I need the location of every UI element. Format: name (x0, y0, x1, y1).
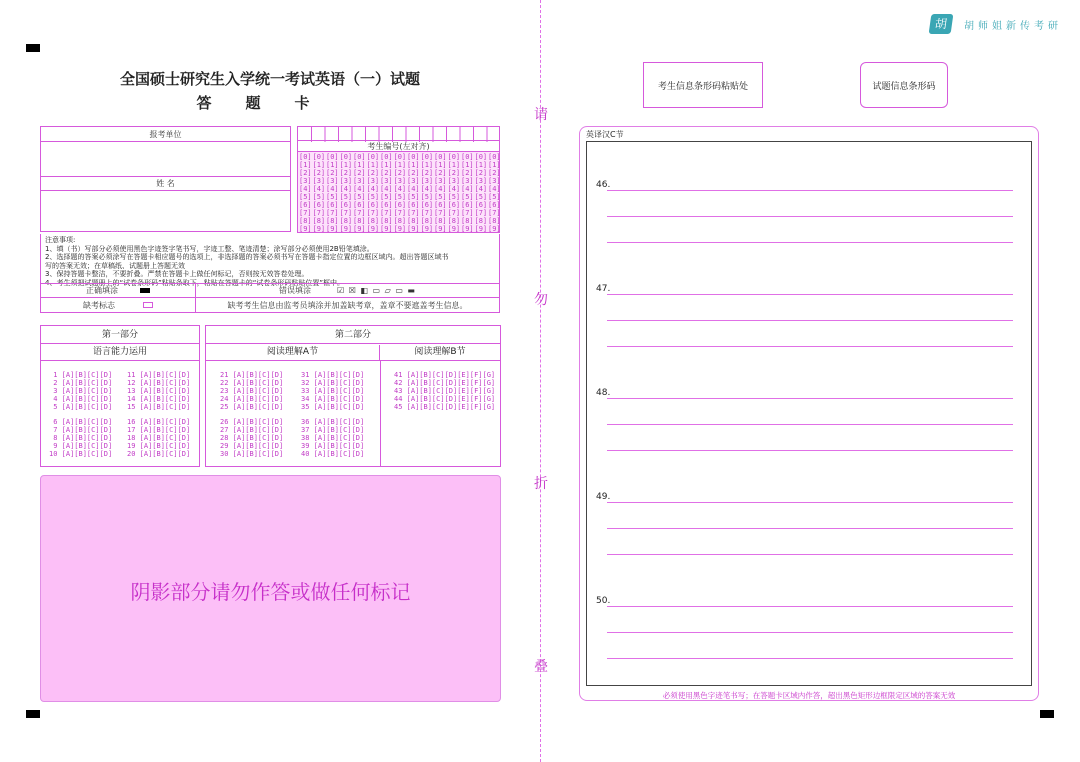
answer-line[interactable] (607, 320, 1013, 321)
id-digit-bubble[interactable]: [2] (326, 169, 339, 177)
id-digit-bubble[interactable]: [7] (407, 209, 420, 217)
id-digit-bubble[interactable]: [8] (299, 217, 312, 225)
question-options[interactable]: 20 [A][B][C][D] (127, 450, 191, 458)
note-line: 写的答案无效；在草稿纸、试题册上答题无效 (45, 261, 185, 270)
note-line: 3、保持答题卡整洁，不要折叠。严禁在答题卡上做任何标记，否则按无效答卷处理。 (45, 270, 309, 278)
question-options[interactable]: 33 [A][B][C][D] (301, 387, 365, 395)
question-options[interactable]: 37 [A][B][C][D] (301, 426, 365, 434)
id-digit-bubble[interactable]: [0] (461, 153, 474, 161)
footer-note: 必须使用黑色字迹笔书写；在答题卡区域内作答，超出黑色矩形边框限定区域的答案无效 (662, 691, 956, 700)
id-digit-bubble[interactable]: [8] (407, 217, 420, 225)
id-digit-bubble[interactable]: [3] (407, 177, 420, 185)
registration-mark (1040, 710, 1054, 718)
id-digit-bubble[interactable]: [3] (312, 177, 326, 185)
question-options[interactable]: 6 [A][B][C][D] (49, 418, 113, 426)
brand-name: 胡师姐新传考研 (964, 21, 1062, 32)
answer-line[interactable] (607, 216, 1013, 217)
id-digit-bubble[interactable]: [6] (474, 201, 488, 209)
question-options[interactable]: 32 [A][B][C][D] (301, 379, 365, 387)
id-digit-bubble[interactable]: [3] (326, 177, 339, 185)
id-digit-bubble[interactable]: [3] (299, 177, 312, 185)
question-number: 47. (596, 284, 611, 294)
exam-barcode-box[interactable]: 试题信息条形码 (860, 62, 948, 108)
id-digit-bubble[interactable]: [5] (434, 193, 447, 201)
fold-char: 勿 (534, 292, 548, 308)
id-digit-bubble[interactable]: [6] (461, 201, 474, 209)
id-digit-bubble[interactable]: [2] (461, 169, 474, 177)
fold-char: 折 (534, 476, 548, 492)
question-options[interactable]: 14 [A][B][C][D] (127, 395, 191, 403)
section-title: 英译汉C节 (586, 130, 624, 139)
question-options[interactable]: 7 [A][B][C][D] (49, 426, 113, 434)
id-digit-bubble[interactable]: [4] (447, 185, 461, 193)
question-number: 48. (596, 388, 611, 398)
question-options[interactable]: 23 [A][B][C][D] (220, 387, 284, 395)
answer-line[interactable] (607, 294, 1013, 295)
question-options[interactable]: 41 [A][B][C][D][E][F][G] (394, 371, 496, 379)
question-options[interactable]: 35 [A][B][C][D] (301, 403, 365, 411)
id-digit-bubble[interactable]: [7] (326, 209, 339, 217)
note-line: 1、填（书）写部分必须使用黑色字迹签字笔书写，字迹工整、笔迹清楚；涂写部分必须使用2B铅笔填涂。 (45, 244, 374, 253)
question-options[interactable]: 8 [A][B][C][D] (49, 434, 113, 442)
id-digit-bubble[interactable]: [5] (326, 193, 339, 201)
id-digit-bubble[interactable]: [9] (366, 225, 380, 233)
id-digit-bubble[interactable]: [9] (447, 225, 461, 233)
id-digit-bubble[interactable]: [4] (488, 185, 501, 193)
unit-field[interactable] (40, 141, 291, 177)
id-digit-bubble[interactable]: [8] (326, 217, 339, 225)
id-digit-bubble[interactable]: [3] (474, 177, 488, 185)
id-digit-bubble[interactable]: [0] (312, 153, 326, 161)
id-digit-bubble[interactable]: [7] (434, 209, 447, 217)
id-digit-bubble[interactable]: [8] (353, 217, 366, 225)
id-digit-bubble[interactable]: [8] (339, 217, 353, 225)
id-digit-bubble[interactable]: [0] (339, 153, 353, 161)
id-digit-bubble[interactable]: [2] (420, 169, 434, 177)
id-digit-bubble[interactable]: [4] (474, 185, 488, 193)
id-digit-bubble[interactable]: [0] (420, 153, 434, 161)
id-digit-bubble[interactable]: [1] (393, 161, 407, 169)
shaded-no-mark-area (40, 475, 501, 702)
id-digit-bubble[interactable]: [1] (312, 161, 326, 169)
id-digit-bubble[interactable]: [1] (326, 161, 339, 169)
absent-cell (40, 297, 196, 313)
fold-char: 请 (534, 107, 548, 123)
absent-label: 缺考标志 (83, 300, 115, 310)
id-digit-bubble[interactable]: [4] (407, 185, 420, 193)
unit-label: 报考单位 (40, 126, 291, 142)
exam-subtitle: 答题卡 (196, 94, 344, 112)
question-options[interactable]: 36 [A][B][C][D] (301, 418, 365, 426)
id-digit-bubble[interactable]: [0] (474, 153, 488, 161)
id-digit-bubble[interactable]: [6] (353, 201, 366, 209)
question-options[interactable]: 10 [A][B][C][D] (49, 450, 113, 458)
id-digit-bubble[interactable]: [6] (420, 201, 434, 209)
id-digit-bubble[interactable]: [8] (312, 217, 326, 225)
id-digit-bubble[interactable]: [3] (380, 177, 393, 185)
id-digit-bubble[interactable]: [5] (312, 193, 326, 201)
id-digit-bubble[interactable]: [2] (447, 169, 461, 177)
question-options[interactable]: 27 [A][B][C][D] (220, 426, 284, 434)
id-write-row[interactable] (297, 126, 500, 141)
question-options[interactable]: 19 [A][B][C][D] (127, 442, 191, 450)
id-digit-bubble[interactable]: [2] (393, 169, 407, 177)
id-digit-bubble[interactable]: [9] (407, 225, 420, 233)
id-digit-bubble[interactable]: [9] (299, 225, 312, 233)
answer-line[interactable] (607, 242, 1013, 243)
id-digit-bubble[interactable]: [5] (474, 193, 488, 201)
id-digit-bubble[interactable]: [7] (339, 209, 353, 217)
id-digit-bubble[interactable]: [6] (339, 201, 353, 209)
id-digit-bubble[interactable]: [9] (461, 225, 474, 233)
id-digit-bubble[interactable]: [7] (299, 209, 312, 217)
question-options[interactable]: 1 [A][B][C][D] (49, 371, 113, 379)
id-digit-bubble[interactable]: [7] (488, 209, 501, 217)
id-digit-bubble[interactable]: [1] (434, 161, 447, 169)
id-digit-bubble[interactable]: [3] (434, 177, 447, 185)
id-digit-bubble[interactable]: [1] (366, 161, 380, 169)
id-digit-bubble[interactable]: [7] (366, 209, 380, 217)
id-bubble-grid[interactable] (297, 151, 500, 233)
answer-line[interactable] (607, 450, 1013, 451)
question-options[interactable]: 16 [A][B][C][D] (127, 418, 191, 426)
id-digit-bubble[interactable]: [5] (488, 193, 501, 201)
id-digit-bubble[interactable]: [5] (420, 193, 434, 201)
id-digit-bubble[interactable]: [0] (366, 153, 380, 161)
id-digit-bubble[interactable]: [7] (353, 209, 366, 217)
id-digit-bubble[interactable]: [6] (488, 201, 501, 209)
note-line: 2、选择题的答案必须涂写在答题卡相应题号的选项上，非选择题的答案必须书写在答题卡指定位置的边框区域内。超出答题区域书 (45, 253, 449, 261)
id-digit-bubble[interactable]: [8] (393, 217, 407, 225)
question-options[interactable]: 15 [A][B][C][D] (127, 403, 191, 411)
question-options[interactable]: 21 [A][B][C][D] (220, 371, 284, 379)
notes-title: 注意事项: (45, 236, 76, 244)
id-digit-bubble[interactable]: [4] (420, 185, 434, 193)
question-options[interactable]: 3 [A][B][C][D] (49, 387, 113, 395)
id-digit-bubble[interactable]: [5] (447, 193, 461, 201)
id-digit-bubble[interactable]: [9] (380, 225, 393, 233)
shade-warning: 阴影部分请勿作答或做任何标记 (130, 580, 411, 604)
id-digit-bubble[interactable]: [9] (339, 225, 353, 233)
id-digit-bubble[interactable]: [0] (488, 153, 501, 161)
id-digit-bubble[interactable]: [5] (299, 193, 312, 201)
id-digit-bubble[interactable]: [8] (366, 217, 380, 225)
answer-frame[interactable] (586, 141, 1032, 686)
question-options[interactable]: 43 [A][B][C][D][E][F][G] (394, 387, 496, 395)
id-digit-bubble[interactable]: [4] (366, 185, 380, 193)
question-options[interactable]: 5 [A][B][C][D] (49, 403, 113, 411)
id-digit-bubble[interactable]: [2] (353, 169, 366, 177)
id-digit-bubble[interactable]: [6] (366, 201, 380, 209)
id-digit-bubble[interactable]: [3] (420, 177, 434, 185)
id-digit-bubble[interactable]: [2] (312, 169, 326, 177)
part1-section-name: 语言能力运用 (41, 345, 199, 361)
answer-line[interactable] (607, 632, 1013, 633)
id-digit-bubble[interactable]: [4] (339, 185, 353, 193)
id-digit-bubble[interactable]: [9] (488, 225, 501, 233)
id-digit-bubble[interactable]: [2] (299, 169, 312, 177)
answer-line[interactable] (607, 528, 1013, 529)
id-digit-bubble[interactable]: [6] (447, 201, 461, 209)
id-digit-bubble[interactable]: [9] (353, 225, 366, 233)
answer-line[interactable] (607, 346, 1013, 347)
id-digit-bubble[interactable]: [5] (407, 193, 420, 201)
id-digit-bubble[interactable]: [3] (366, 177, 380, 185)
brand-logo-icon: 胡 (929, 14, 954, 34)
answer-line[interactable] (607, 554, 1013, 555)
id-digit-bubble[interactable]: [7] (420, 209, 434, 217)
part1-section (40, 325, 200, 467)
correct-sample-icon (140, 288, 150, 293)
answer-line[interactable] (607, 606, 1013, 607)
id-digit-bubble[interactable]: [8] (461, 217, 474, 225)
question-options[interactable]: 18 [A][B][C][D] (127, 434, 191, 442)
id-digit-bubble[interactable]: [4] (326, 185, 339, 193)
part2-section-b: 阅读理解B节 (380, 345, 500, 361)
wrong-fill-cell (195, 283, 500, 298)
id-digit-bubble[interactable]: [8] (488, 217, 501, 225)
translation-answer-area (579, 126, 1039, 701)
id-digit-bubble[interactable]: [1] (380, 161, 393, 169)
question-options[interactable]: 29 [A][B][C][D] (220, 442, 284, 450)
absent-box[interactable] (143, 302, 153, 308)
id-digit-bubble[interactable]: [5] (380, 193, 393, 201)
id-digit-bubble[interactable]: [6] (312, 201, 326, 209)
id-digit-bubble[interactable]: [1] (474, 161, 488, 169)
question-options[interactable]: 45 [A][B][C][D][E][F][G] (394, 403, 496, 411)
question-options[interactable]: 11 [A][B][C][D] (127, 371, 191, 379)
info-table (40, 126, 500, 313)
answer-line[interactable] (607, 398, 1013, 399)
id-digit-bubble[interactable]: [9] (393, 225, 407, 233)
id-digit-bubble[interactable]: [3] (488, 177, 501, 185)
id-digit-bubble[interactable]: [0] (434, 153, 447, 161)
question-options[interactable]: 12 [A][B][C][D] (127, 379, 191, 387)
question-number: 50. (596, 596, 611, 606)
id-digit-bubble[interactable]: [3] (353, 177, 366, 185)
id-digit-bubble[interactable]: [1] (461, 161, 474, 169)
wrong-sample-icons: ☑ ☒ ◧ ▭ ▱ ▭ ▬ (337, 286, 416, 295)
id-digit-bubble[interactable]: [6] (393, 201, 407, 209)
id-digit-bubble[interactable]: [8] (447, 217, 461, 225)
question-options[interactable]: 31 [A][B][C][D] (301, 371, 365, 379)
id-digit-bubble[interactable]: [2] (339, 169, 353, 177)
id-digit-bubble[interactable]: [8] (420, 217, 434, 225)
registration-mark (26, 710, 40, 718)
id-digit-bubble[interactable]: [2] (488, 169, 501, 177)
id-digit-bubble[interactable]: [1] (420, 161, 434, 169)
question-options[interactable]: 24 [A][B][C][D] (220, 395, 284, 403)
id-digit-bubble[interactable]: [9] (420, 225, 434, 233)
id-digit-bubble[interactable]: [1] (407, 161, 420, 169)
answer-line[interactable] (607, 658, 1013, 659)
question-options[interactable]: 42 [A][B][C][D][E][F][G] (394, 379, 496, 387)
id-digit-bubble[interactable]: [8] (434, 217, 447, 225)
id-digit-bubble[interactable]: [7] (380, 209, 393, 217)
id-digit-bubble[interactable]: [6] (434, 201, 447, 209)
part1-title: 第一部分 (41, 328, 199, 344)
id-digit-bubble[interactable]: [4] (461, 185, 474, 193)
part2-section-a: 阅读理解A节 (206, 345, 380, 361)
id-digit-bubble[interactable]: [6] (299, 201, 312, 209)
id-digit-bubble[interactable]: [3] (393, 177, 407, 185)
part2-section (205, 325, 501, 467)
notes-box (40, 234, 500, 287)
id-digit-bubble[interactable]: [4] (380, 185, 393, 193)
question-number: 46. (596, 180, 611, 190)
id-digit-bubble[interactable]: [0] (326, 153, 339, 161)
id-digit-bubble[interactable]: [0] (407, 153, 420, 161)
id-digit-bubble[interactable]: [4] (312, 185, 326, 193)
id-digit-bubble[interactable]: [3] (461, 177, 474, 185)
id-label: 考生编号(左对齐) (297, 140, 500, 152)
id-digit-bubble[interactable]: [5] (353, 193, 366, 201)
id-digit-bubble[interactable]: [4] (353, 185, 366, 193)
id-digit-bubble[interactable]: [7] (447, 209, 461, 217)
question-options[interactable]: 26 [A][B][C][D] (220, 418, 284, 426)
id-digit-bubble[interactable]: [1] (339, 161, 353, 169)
id-digit-bubble[interactable]: [3] (339, 177, 353, 185)
answer-line[interactable] (607, 190, 1013, 191)
question-options[interactable]: 17 [A][B][C][D] (127, 426, 191, 434)
id-digit-bubble[interactable]: [4] (393, 185, 407, 193)
id-digit-bubble[interactable]: [0] (353, 153, 366, 161)
id-digit-bubble[interactable]: [8] (380, 217, 393, 225)
answer-line[interactable] (607, 424, 1013, 425)
student-barcode-box[interactable]: 考生信息条形码粘贴处 (643, 62, 763, 108)
question-options[interactable]: 30 [A][B][C][D] (220, 450, 284, 458)
id-digit-bubble[interactable]: [9] (434, 225, 447, 233)
question-options[interactable]: 25 [A][B][C][D] (220, 403, 284, 411)
correct-fill-cell (40, 283, 196, 298)
id-digit-bubble[interactable]: [0] (380, 153, 393, 161)
registration-mark (26, 44, 40, 52)
exam-title: 全国硕士研究生入学统一考试英语（一）试题 (119, 70, 420, 88)
question-options[interactable]: 40 [A][B][C][D] (301, 450, 365, 458)
id-digit-bubble[interactable]: [5] (366, 193, 380, 201)
question-options[interactable]: 28 [A][B][C][D] (220, 434, 284, 442)
id-digit-bubble[interactable]: [2] (407, 169, 420, 177)
id-digit-bubble[interactable]: [8] (474, 217, 488, 225)
id-digit-bubble[interactable]: [5] (393, 193, 407, 201)
id-digit-bubble[interactable]: [4] (434, 185, 447, 193)
answer-line[interactable] (607, 502, 1013, 503)
id-digit-bubble[interactable]: [7] (393, 209, 407, 217)
question-options[interactable]: 2 [A][B][C][D] (49, 379, 113, 387)
question-options[interactable]: 13 [A][B][C][D] (127, 387, 191, 395)
id-digit-bubble[interactable]: [5] (461, 193, 474, 201)
wrong-label: 错误填涂 (279, 286, 311, 295)
id-digit-bubble[interactable]: [2] (380, 169, 393, 177)
id-digit-bubble[interactable]: [9] (474, 225, 488, 233)
note-line: 4、考生须把试题册上的“试卷条形码”粘贴条取下，粘贴在答题卡的“试卷条形码粘贴位置”框中。 (45, 278, 344, 287)
part2-title: 第二部分 (206, 328, 500, 344)
id-digit-bubble[interactable]: [6] (380, 201, 393, 209)
fold-char: 叠 (534, 659, 548, 675)
id-digit-bubble[interactable]: [1] (488, 161, 501, 169)
question-options[interactable]: 39 [A][B][C][D] (301, 442, 365, 450)
name-field[interactable] (40, 190, 291, 232)
id-digit-bubble[interactable]: [9] (326, 225, 339, 233)
id-digit-bubble[interactable]: [7] (312, 209, 326, 217)
id-digit-bubble[interactable]: [1] (299, 161, 312, 169)
question-options[interactable]: 9 [A][B][C][D] (49, 442, 113, 450)
id-digit-bubble[interactable]: [5] (339, 193, 353, 201)
id-digit-bubble[interactable]: [6] (407, 201, 420, 209)
absent-note: 缺考考生信息由监考员填涂并加盖缺考章，盖章不要遮盖考生信息。 (195, 297, 500, 313)
id-digit-bubble[interactable]: [0] (447, 153, 461, 161)
question-number: 49. (596, 492, 611, 502)
id-digit-bubble[interactable]: [7] (474, 209, 488, 217)
question-options[interactable]: 38 [A][B][C][D] (301, 434, 365, 442)
question-options[interactable]: 34 [A][B][C][D] (301, 395, 365, 403)
id-digit-bubble[interactable]: [2] (366, 169, 380, 177)
id-digit-bubble[interactable]: [3] (447, 177, 461, 185)
id-digit-bubble[interactable]: [2] (434, 169, 447, 177)
id-digit-bubble[interactable]: [9] (312, 225, 326, 233)
id-digit-bubble[interactable]: [1] (447, 161, 461, 169)
question-options[interactable]: 22 [A][B][C][D] (220, 379, 284, 387)
id-digit-bubble[interactable]: [0] (393, 153, 407, 161)
id-digit-bubble[interactable]: [1] (353, 161, 366, 169)
id-digit-bubble[interactable]: [6] (326, 201, 339, 209)
question-options[interactable]: 44 [A][B][C][D][E][F][G] (394, 395, 496, 403)
id-digit-bubble[interactable]: [7] (461, 209, 474, 217)
name-label: 姓 名 (40, 176, 291, 191)
id-digit-bubble[interactable]: [2] (474, 169, 488, 177)
correct-label: 正确填涂 (86, 286, 118, 295)
id-digit-bubble[interactable]: [4] (299, 185, 312, 193)
question-options[interactable]: 4 [A][B][C][D] (49, 395, 113, 403)
id-digit-bubble[interactable]: [0] (299, 153, 312, 161)
